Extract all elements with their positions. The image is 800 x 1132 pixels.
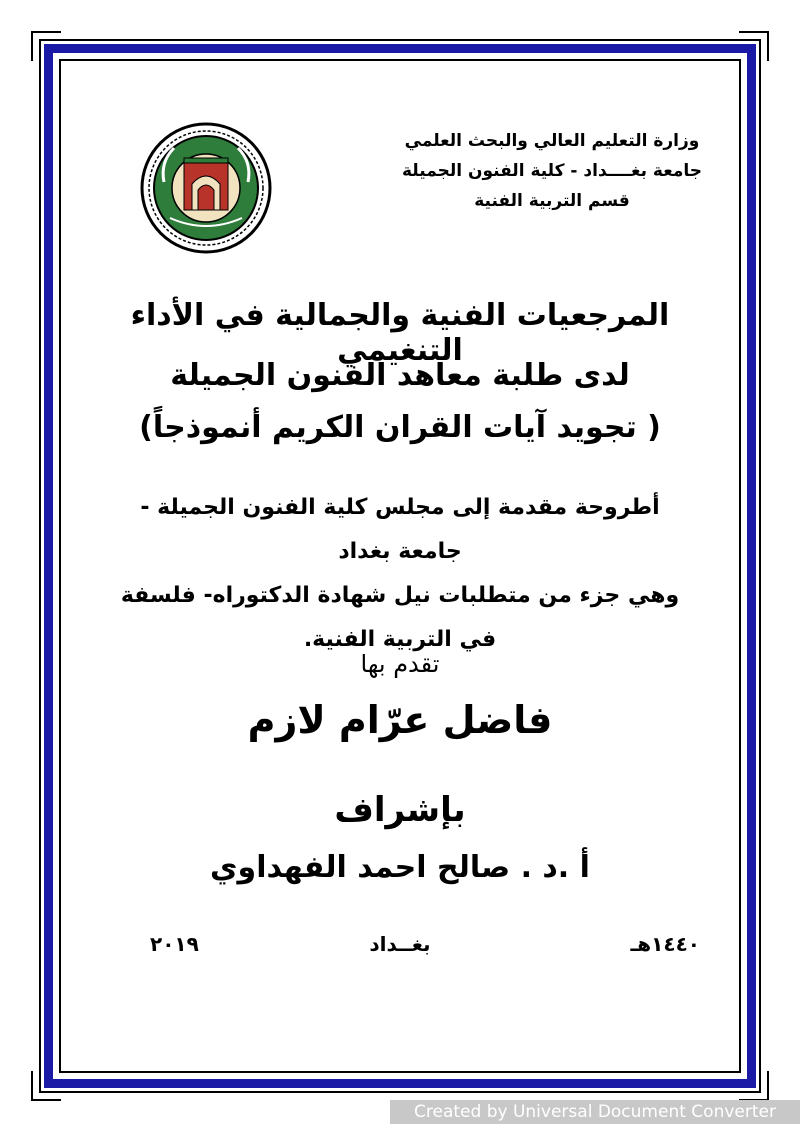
border-corner-bottom-left [31, 1071, 61, 1101]
hijri-year: ١٤٤٠هـ [630, 932, 700, 956]
city-name: بغــداد [369, 932, 431, 956]
author-name: فاضل عرّام لازم [247, 698, 553, 742]
institution-header [392, 126, 712, 216]
converter-watermark: Created by Universal Document Converter [390, 1100, 800, 1124]
thesis-title-line-1: المرجعيات الفنية والجمالية في الأداء التنغيمي [130, 298, 670, 368]
university-name: جامعة بغــــداد - كلية الفنون الجميلة [402, 161, 702, 181]
border-corner-top-right [739, 31, 769, 61]
thesis-title-line-3: ( تجويد آيات القران الكريم أنموذجاً) [139, 410, 661, 445]
thesis-statement [110, 486, 690, 662]
department-name: قسم التربية الفنية [474, 191, 630, 211]
border-corner-top-left [31, 31, 61, 61]
border-corner-bottom-right [739, 1071, 769, 1101]
supervision-label: بإشراف [334, 790, 466, 830]
presented-by-label: تقدم بها [360, 650, 440, 678]
thesis-statement-line-1: أطروحة مقدمة إلى مجلس كلية الفنون الجميلة - جامعة بغداد [140, 495, 660, 564]
ministry-name: وزارة التعليم العالي والبحث العلمي [404, 131, 700, 151]
gregorian-year: ٢٠١٩ [150, 932, 199, 956]
university-seal-icon [140, 122, 272, 254]
supervisor-name: أ .د . صالح احمد الفهداوي [210, 850, 590, 885]
thesis-statement-line-2: وهي جزء من متطلبات نيل شهادة الدكتوراه- فلسفة في التربية الفنية. [120, 583, 680, 652]
thesis-title-line-2: لدى طلبة معاهد الفنون الجميلة [170, 358, 630, 393]
